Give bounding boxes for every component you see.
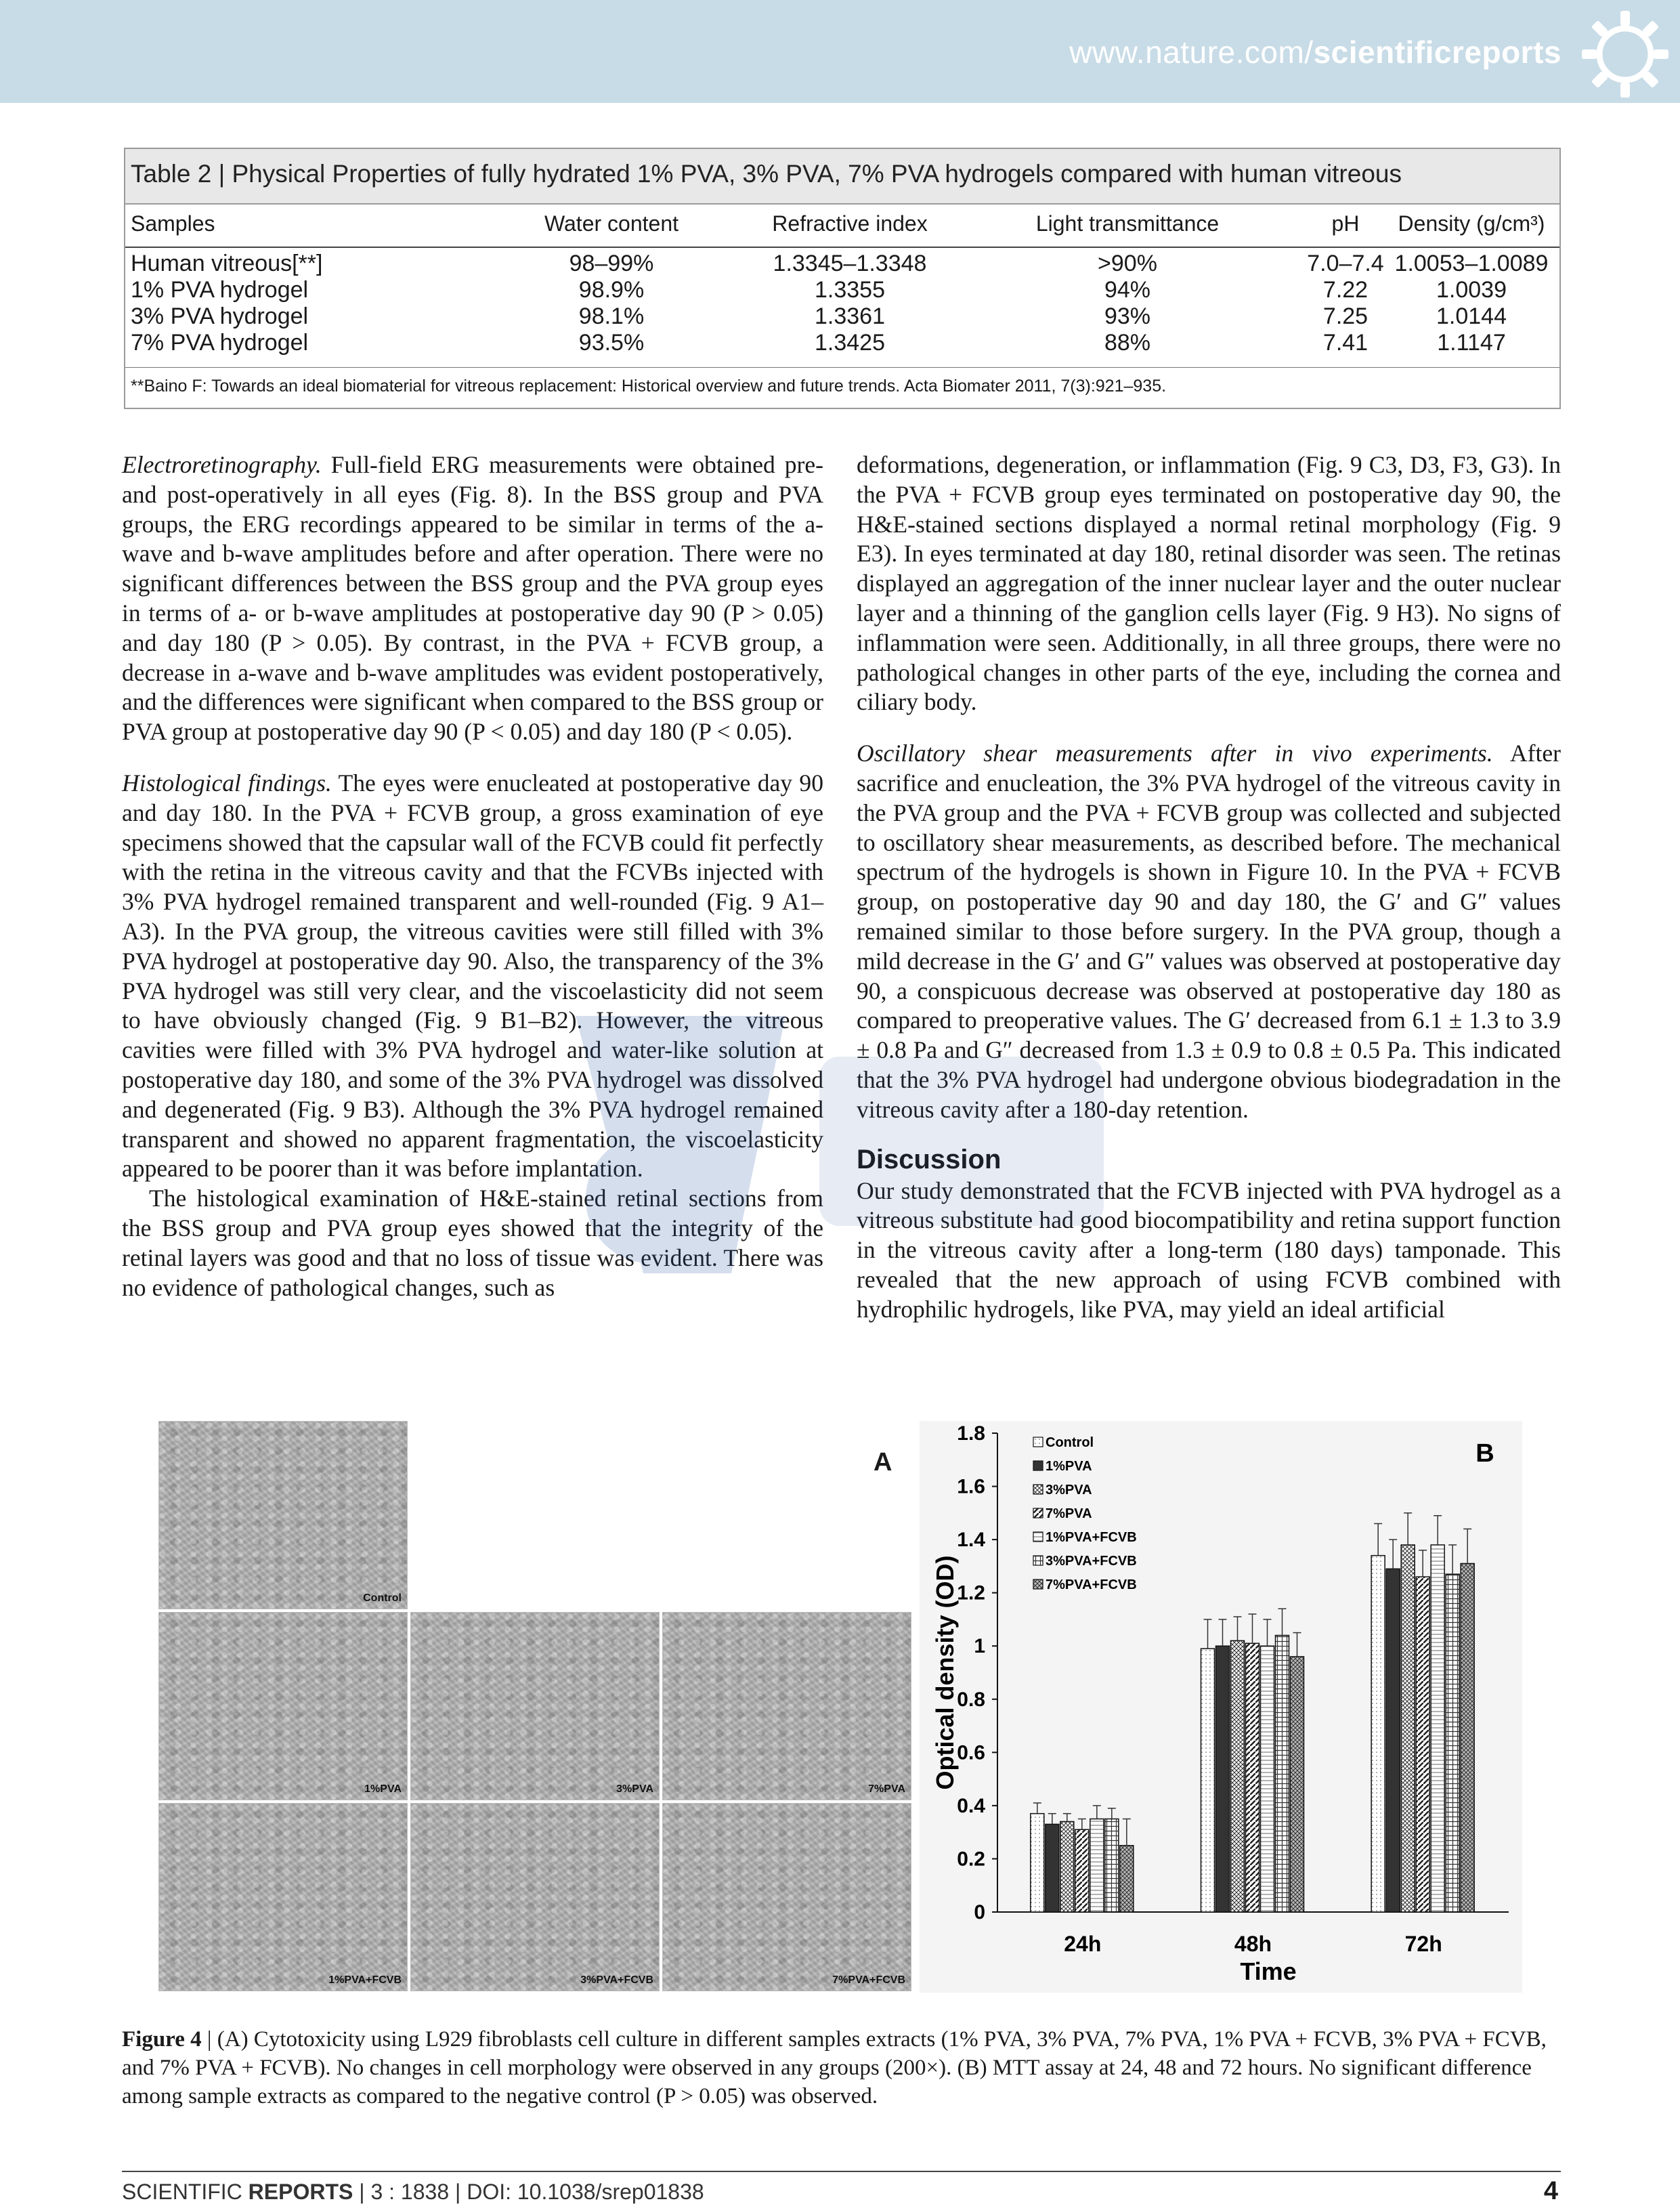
legend-swatch [1033,1579,1043,1589]
journal-url[interactable] [1069,34,1561,70]
legend-swatch [1033,1556,1043,1565]
figure-caption [122,2025,1561,2110]
panel-label: 1%PVA+FCVB [328,1974,402,1986]
y-tick-label: 1.2 [957,1581,985,1605]
bar [1276,1636,1289,1912]
page-number: 4 [1543,2177,1558,2205]
micrograph-7pct-pva [662,1612,911,1800]
paragraph-text: The eyes were enucleated at postoperative day 90 and day 180. In the PVA + FCVB group, a gross examination of eye specimens showed that the capsular wall of the FCVB could fit perfectly with the retina in the vitreous cavity and that the FCVBs injected with 3% PVA hydrogel remained transparent and well-rounded (Fig. 9 A1–A3). In the PVA group, the vitreous cavities were still filled with 3% PVA hydrogel at postoperative day 90. Also, the transparency of the 3% PVA hydrogel was still very clear, and the viscoelasticity did not seem to have obviously changed (Fig. 9 B1–B2). However, the vitreous cavities were filled with 3% PVA hydrogel and water-like solution at postoperative day 180, and some of the 3% PVA hydrogel was dissolved and degenerated (Fig. 9 B3). Although the 3% PVA hydrogel remained transparent and showed no apparent fragmentation, the viscoelasticity appeared to be poorer than it was before implantation. [122,769,823,1183]
x-tick-label: 72h [1404,1932,1442,1956]
panel-letter-a: A [874,1448,892,1477]
table-title-band [125,149,1559,205]
legend-entry: 7%PVA [1046,1506,1092,1521]
bar [1401,1545,1415,1912]
figure-4a-micrographs [158,1421,917,1993]
table-cell: 1.0039 [1436,277,1507,303]
mtt-bar-chart [920,1421,1522,1993]
table-cell: 1.0053–1.0089 [1394,251,1549,276]
y-tick-label: 0 [974,1901,985,1924]
table-cell: 98.1% [578,303,645,329]
table-row-label: Human vitreous[**] [131,251,323,276]
bar [1291,1657,1304,1912]
paragraph-electroretinography [122,450,823,747]
bar [1261,1646,1274,1912]
legend-swatch [1033,1437,1043,1447]
table-title: Table 2 | Physical Properties of fully hydrated 1% PVA, 3% PVA, 7% PVA hydrogels compared with human vitreous [131,160,1402,188]
bar [1461,1563,1474,1912]
y-axis-title: Optical density (OD) [931,1555,959,1790]
panel-letter-b: B [1476,1439,1494,1468]
table-cell: 94% [1104,277,1151,303]
micrograph-3pct-pva [410,1612,660,1800]
bar [1216,1646,1230,1912]
panel-label: 3%PVA+FCVB [580,1974,653,1986]
y-tick-label: 1.4 [957,1529,985,1552]
table-cell: 7.25 [1322,303,1369,329]
paragraph-text: Full-field ERG measurements were obtained pre- and post-operatively in all eyes (Fig. 8). In the BSS group and PVA groups, the ERG recordings appeared to be similar in terms of the a-wave and b-wave amplitudes before and after operation. There were no significant differences between the BSS group and the PVA group eyes in terms of a- or b-wave amplitudes at postoperative day 90 (P > 0.05) and day 180 (P > 0.05). By contrast, in the PVA + FCVB group, a decrease in a-wave and b-wave amplitudes was evident postoperatively, and the differences were significant when compared to the BSS group or PVA group at postoperative day 90 (P < 0.05) and day 180 (P < 0.05). [122,451,823,746]
x-tick-label: 24h [1064,1932,1102,1956]
bar [1201,1649,1215,1912]
micrograph-7pct-pva-fcvb [662,1803,911,1991]
table-footnote: **Baino F: Towards an ideal biomaterial for vitreous replacement: Historical overview and future trends. Acta Biomater 2011, 7(3):921–935. [131,377,1167,396]
figure-4b-chart [920,1421,1522,1993]
table-cell: 1.3355 [815,277,885,303]
bar [1046,1824,1059,1912]
y-tick-label: 1 [974,1635,985,1658]
table-cell: 1.3345–1.3348 [773,251,927,276]
column-header: Light transmittance [1035,211,1220,236]
bar [1060,1821,1074,1912]
right-column [857,450,1561,1325]
panel-label: 7%PVA [868,1783,905,1795]
bar [1371,1556,1385,1912]
bar [1231,1640,1245,1912]
column-header: Density (g/cm³) [1398,211,1545,236]
legend-entry: 3%PVA [1046,1483,1092,1498]
bar [1031,1814,1044,1912]
caption-label: Figure 4 [122,2027,202,2052]
table-2 [124,148,1561,409]
column-header: Water content [544,211,679,236]
panel-label: 7%PVA+FCVB [832,1974,905,1986]
column-header: pH [1331,211,1360,236]
bar [1075,1829,1089,1912]
table-row-label: 1% PVA hydrogel [131,277,309,303]
paragraph-histological-examination: The histological examination of H&E-stained retinal sections from the BSS group and PVA group eyes showed that the integrity of the retinal layers was good and that no loss of tissue was evident. There was no evidence of pathological changes, such as [122,1185,823,1301]
legend-entry: 7%PVA+FCVB [1046,1577,1137,1592]
y-tick-label: 0.2 [957,1848,985,1871]
footer-journal-light: SCIENTIFIC [122,2180,242,2204]
legend-entry: 3%PVA+FCVB [1046,1554,1137,1569]
caption-text: | (A) Cytotoxicity using L929 fibroblasts cell culture in different samples extracts (1% PVA, 3% PVA, 7% PVA, 1% PVA + FCVB, 3% PVA + FCVB, and 7% PVA + FCVB). No changes in cell morphology were observed in any groups (200×). (B) MTT assay at 24, 48 and 72 hours. No significant difference among sample extracts as compared to the negative control (P > 0.05) was observed. [122,2027,1547,2108]
paragraph-histological-findings [122,769,823,1184]
bar [1105,1819,1119,1912]
y-tick-label: 1.6 [957,1475,985,1498]
panel-label: Control [363,1592,402,1604]
legend-entry: Control [1046,1435,1094,1450]
table-cell: 1.3361 [815,303,885,329]
table-row-label: 3% PVA hydrogel [131,303,309,329]
url-prefix: www.nature.com/ [1069,35,1314,70]
micrograph-1pct-pva-fcvb [158,1803,408,1991]
table-cell: 7.22 [1322,277,1369,303]
column-header: Samples [131,211,215,236]
table-cell: 1.3425 [815,330,885,356]
y-tick-label: 1.8 [957,1422,985,1445]
table-cell: 1.1147 [1437,330,1506,356]
paragraph-discussion: Our study demonstrated that the FCVB injected with PVA hydrogel as a vitreous substitute had good biocompatibility and retina support function in the vitreous cavity after a long-term (180 days) tamponade. This revealed that the new approach of using FCVB combined with hydrophilic hydrogels, like PVA, may yield an ideal artificial [857,1176,1561,1323]
paragraph-oscillatory-shear [857,739,1561,1124]
y-tick-label: 0.4 [957,1794,985,1817]
panel-label: 3%PVA [616,1783,653,1795]
paragraph-heading: Histological findings. [122,769,332,797]
footer-journal-bold: REPORTS [248,2180,353,2204]
table-cell: 7.41 [1322,330,1369,356]
x-axis-title: Time [1240,1957,1297,1985]
legend-swatch [1033,1485,1043,1494]
table-cell: 7.0–7.4 [1307,251,1384,276]
micrograph-3pct-pva-fcvb [410,1803,660,1991]
legend-entry: 1%PVA [1046,1459,1092,1474]
column-header: Refractive index [772,211,928,236]
section-heading-discussion: Discussion [857,1144,1001,1174]
paragraph-text: After sacrifice and enucleation, the 3% PVA hydrogel of the vitreous cavity in the PVA group and the PVA + FCVB group was collected and subjected to oscillatory shear measurements, as described before. The mechanical spectrum of the hydrogels is shown in Figure 10. In the PVA + FCVB group, on postoperative day 90 and day 180, the G′ and G″ values remained similar to those before surgery. In the PVA group, though a mild decrease in the G′ and G″ values was observed at postoperative day 90, a conspicuous decrease was observed at postoperative day 180 as compared to preoperative values. The G′ decreased from 6.1 ± 1.3 to 3.9 ± 0.8 Pa and G″ decreased from 1.3 ± 0.9 to 0.8 ± 0.5 Pa. This indicated that the 3% PVA hydrogel had undergone obvious biodegradation in the vitreous cavity after a 180-day retention. [857,740,1561,1123]
paragraph-heading: Oscillatory shear measurements after in vivo experiments. [857,740,1493,767]
paragraph-heading: Electroretinography. [122,451,322,478]
table-cell: 93% [1104,303,1151,329]
bar [1246,1643,1259,1912]
bar [1431,1545,1444,1912]
footer-citation [122,2180,704,2205]
table-cell: >90% [1098,251,1157,276]
table-cell: 93.5% [578,330,645,356]
table-rule [125,247,1559,248]
table-cell: 98.9% [578,277,645,303]
panel-label: 1%PVA [364,1783,402,1795]
gear-logo-icon [1578,7,1673,102]
legend-entry: 1%PVA+FCVB [1046,1530,1137,1545]
url-journal: scientificreports [1313,35,1561,70]
legend-swatch [1033,1461,1043,1470]
legend-swatch [1033,1508,1043,1518]
paragraph-retinal-morphology: deformations, degeneration, or inflammation (Fig. 9 C3, D3, F3, G3). In the PVA + FCVB group eyes terminated on postoperative day 90, the H&E-stained sections displayed a normal retinal morphology (Fig. 9 E3). In eyes terminated at day 180, retinal disorder was seen. The retinas displayed an aggregation of the inner nuclear layer and the outer nuclear layer and a thinning of the ganglion cells layer (Fig. 9 H3). No signs of inflammation were seen. Additionally, in all three groups, there were no pathological changes in other parts of the eye, including the cornea and ciliary body. [857,451,1561,716]
table-row-label: 7% PVA hydrogel [131,330,309,356]
bar [1446,1574,1459,1912]
footer-doi: | 3 : 1838 | DOI: 10.1038/srep01838 [353,2180,704,2204]
table-cell: 1.0144 [1436,303,1507,329]
left-column [122,450,823,1302]
table-rule [125,367,1559,368]
bar [1416,1577,1429,1912]
bar [1386,1569,1400,1912]
y-tick-label: 0.6 [957,1741,985,1764]
bar [1090,1819,1104,1912]
table-cell: 88% [1104,330,1151,356]
micrograph-1pct-pva [158,1612,408,1800]
y-tick-label: 0.8 [957,1688,985,1711]
micrograph-control [158,1421,408,1609]
table-cell: 98–99% [569,251,654,276]
legend-swatch [1033,1532,1043,1542]
bar [1120,1846,1134,1912]
x-tick-label: 48h [1234,1932,1272,1956]
footer-rule [122,2171,1561,2172]
